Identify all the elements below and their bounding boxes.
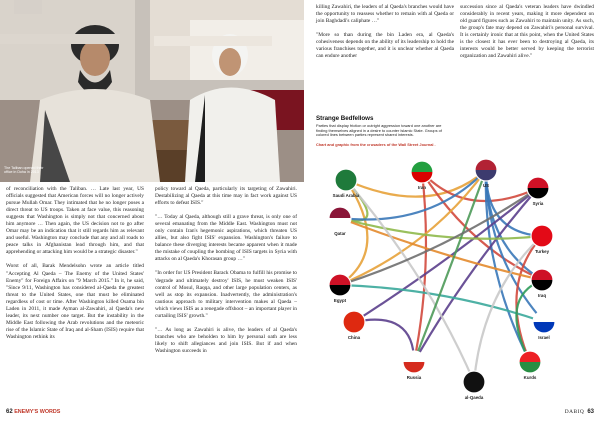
node-label: China bbox=[347, 335, 361, 340]
node-us bbox=[475, 159, 497, 188]
node-iraq bbox=[531, 269, 553, 298]
infobox-intro: Parties that display friction or outright aggression toward one another are finding themselves aligned in a desire to counter Islamic State. Groups of colored lines between parties represent shared interests. bbox=[316, 123, 442, 138]
node-turkey bbox=[531, 225, 553, 254]
paragraph: policy toward al Qaeda, particularly its targeting of Zawahiri. Destabilizing al Qaeda at this time may in fact work against US efforts to defeat ISIS." bbox=[155, 186, 297, 207]
node-label: Egypt bbox=[333, 298, 347, 303]
section-name: ENEMY'S WORDS bbox=[14, 409, 61, 415]
relationship-diagram bbox=[306, 150, 596, 408]
left-col-2 bbox=[155, 186, 297, 362]
node-label: Iran bbox=[417, 185, 427, 190]
left-footer bbox=[6, 409, 60, 415]
paragraph: "In order for US President Barack Obama to fulfill his promise to 'degrade and ultimately destroy' ISIS, he must weaken ISIS' control of Mosul, Raqqa, and other large population centers, as well as stop its expansion. Inadvertently, the administration's cautious approach to military intervention makes al Qaeda – which views ISIS as a renegade offshoot – an important player in curtailing ISIS' growth." bbox=[155, 270, 297, 319]
photo-illustration bbox=[0, 0, 304, 182]
node-label: US bbox=[482, 183, 490, 188]
photo-doha-office bbox=[0, 0, 304, 182]
diagram-edges bbox=[340, 170, 547, 382]
paragraph: of reconciliation with the Taliban. … Late last year, US officials suggested that American forces will no longer actively pursue Mullah Omar. They intimated that he no longer poses a direct threat to US troops. Taken at face value, this reasoning suggests that Washington is simply not that concerned about him anymore … Then again, the US decision not to go after Omar may be an indication that it still regards him as relevant and useful. Washington may conclude that any and all roads to peace talks in Afghanistan lead through him, and that apprehending or attacking him would be a strategic disaster." bbox=[6, 186, 144, 256]
infobox-title: Strange Bedfellows bbox=[316, 115, 374, 122]
node-label: Turkey bbox=[534, 249, 550, 254]
node-russia bbox=[403, 351, 425, 380]
paragraph: "… As long as Zawahiri is alive, the leaders of al Qaeda's branches who are beholden to him by personal oath are less likely to shift allegiances and join ISIS. But if and when Washington succeeds in bbox=[155, 326, 297, 354]
node-label: Iraq bbox=[537, 293, 547, 298]
paragraph: "… Today al Qaeda, although still a grave threat, is only one of several emanating from the Middle East. Washington must not only contain Iran's hegemonic aspirations, which threaten US allies, but also fight ISIS' expansion. Washington's failure to balance these diverging interests became apparent when it made the mistake of coupling the bombing of ISIS targets in Syria with attacks on al Qaeda's Khorasan group …" bbox=[155, 214, 297, 263]
page-number-right: 63 bbox=[587, 409, 594, 415]
node-label: al-Qaeda bbox=[464, 395, 484, 400]
page-number-left: 62 bbox=[6, 409, 13, 415]
node-syria bbox=[527, 177, 549, 206]
paragraph: "More so than during the bin Laden era, al Qaeda's cohesiveness depends on the ability of its leadership to hold the various franchises together, and it is unclear whether al Qaeda can endure another bbox=[316, 32, 454, 60]
node-label: Kurds bbox=[523, 375, 537, 380]
node-saudi bbox=[333, 169, 360, 198]
node-label: Qatar bbox=[334, 231, 346, 236]
infobox-credit: Chart and graphic from the crusaders of the Wall Street Journal . bbox=[316, 142, 436, 147]
left-col-1 bbox=[6, 186, 144, 348]
right-col-2 bbox=[460, 4, 594, 67]
node-kurds bbox=[519, 351, 541, 380]
paragraph: Worst of all, Barak Mendelsohn wrote an article titled "Accepting Al Qaeda – The Enemy of the United States' Enemy" for Foreign Affairs on "9 March 2015." In it, he said, "Since 9/11, Washington has considered al-Qaeda the greatest threat to the United States, one that must be eliminated regardless of cost or time. After Washington killed Osama bin Laden in 2011, it made Ayman al-Zawahiri, al Qaeda's new leader, its next number one target. But the instability in the Middle East following the Arab revolutions and the meteoric rise of the Islamic State of Iraq and al-Sham (ISIS) require that Washington rethink its bbox=[6, 263, 144, 340]
node-china bbox=[343, 311, 365, 340]
paragraph: killing Zawahiri, the leaders of al Qaeda's branches would have the opportunity to reassess whether to remain with al Qaeda or join Baghdadi's caliphate …" bbox=[316, 4, 454, 25]
node-egypt bbox=[329, 274, 351, 303]
node-israel bbox=[533, 311, 555, 340]
right-col-1 bbox=[316, 4, 454, 67]
node-label: Israel bbox=[538, 335, 550, 340]
photo-caption: The Taliban opened their office in Doha in 2013 bbox=[4, 166, 44, 175]
node-label: Syria bbox=[532, 201, 544, 206]
node-label: Saudi Arabia bbox=[332, 193, 360, 198]
right-footer bbox=[565, 409, 594, 415]
node-qatar bbox=[329, 207, 351, 236]
node-alqaeda bbox=[463, 371, 485, 400]
magazine-name: DABIQ bbox=[564, 409, 585, 415]
paragraph: succession since al Qaeda's veteran leaders have dwindled considerably in recent years, making it more dependent on old guard figures such as Zawahiri to maintain unity. As such, the group's fate may depend on Zawahiri's personal survival. It is certainly ironic that at this point, when the United States is the closest it has ever been to destroying al Qaeda, its interests would be better served by keeping the terrorist organization and Zawahiri alive." bbox=[460, 4, 594, 60]
node-label: Russia bbox=[406, 375, 422, 380]
